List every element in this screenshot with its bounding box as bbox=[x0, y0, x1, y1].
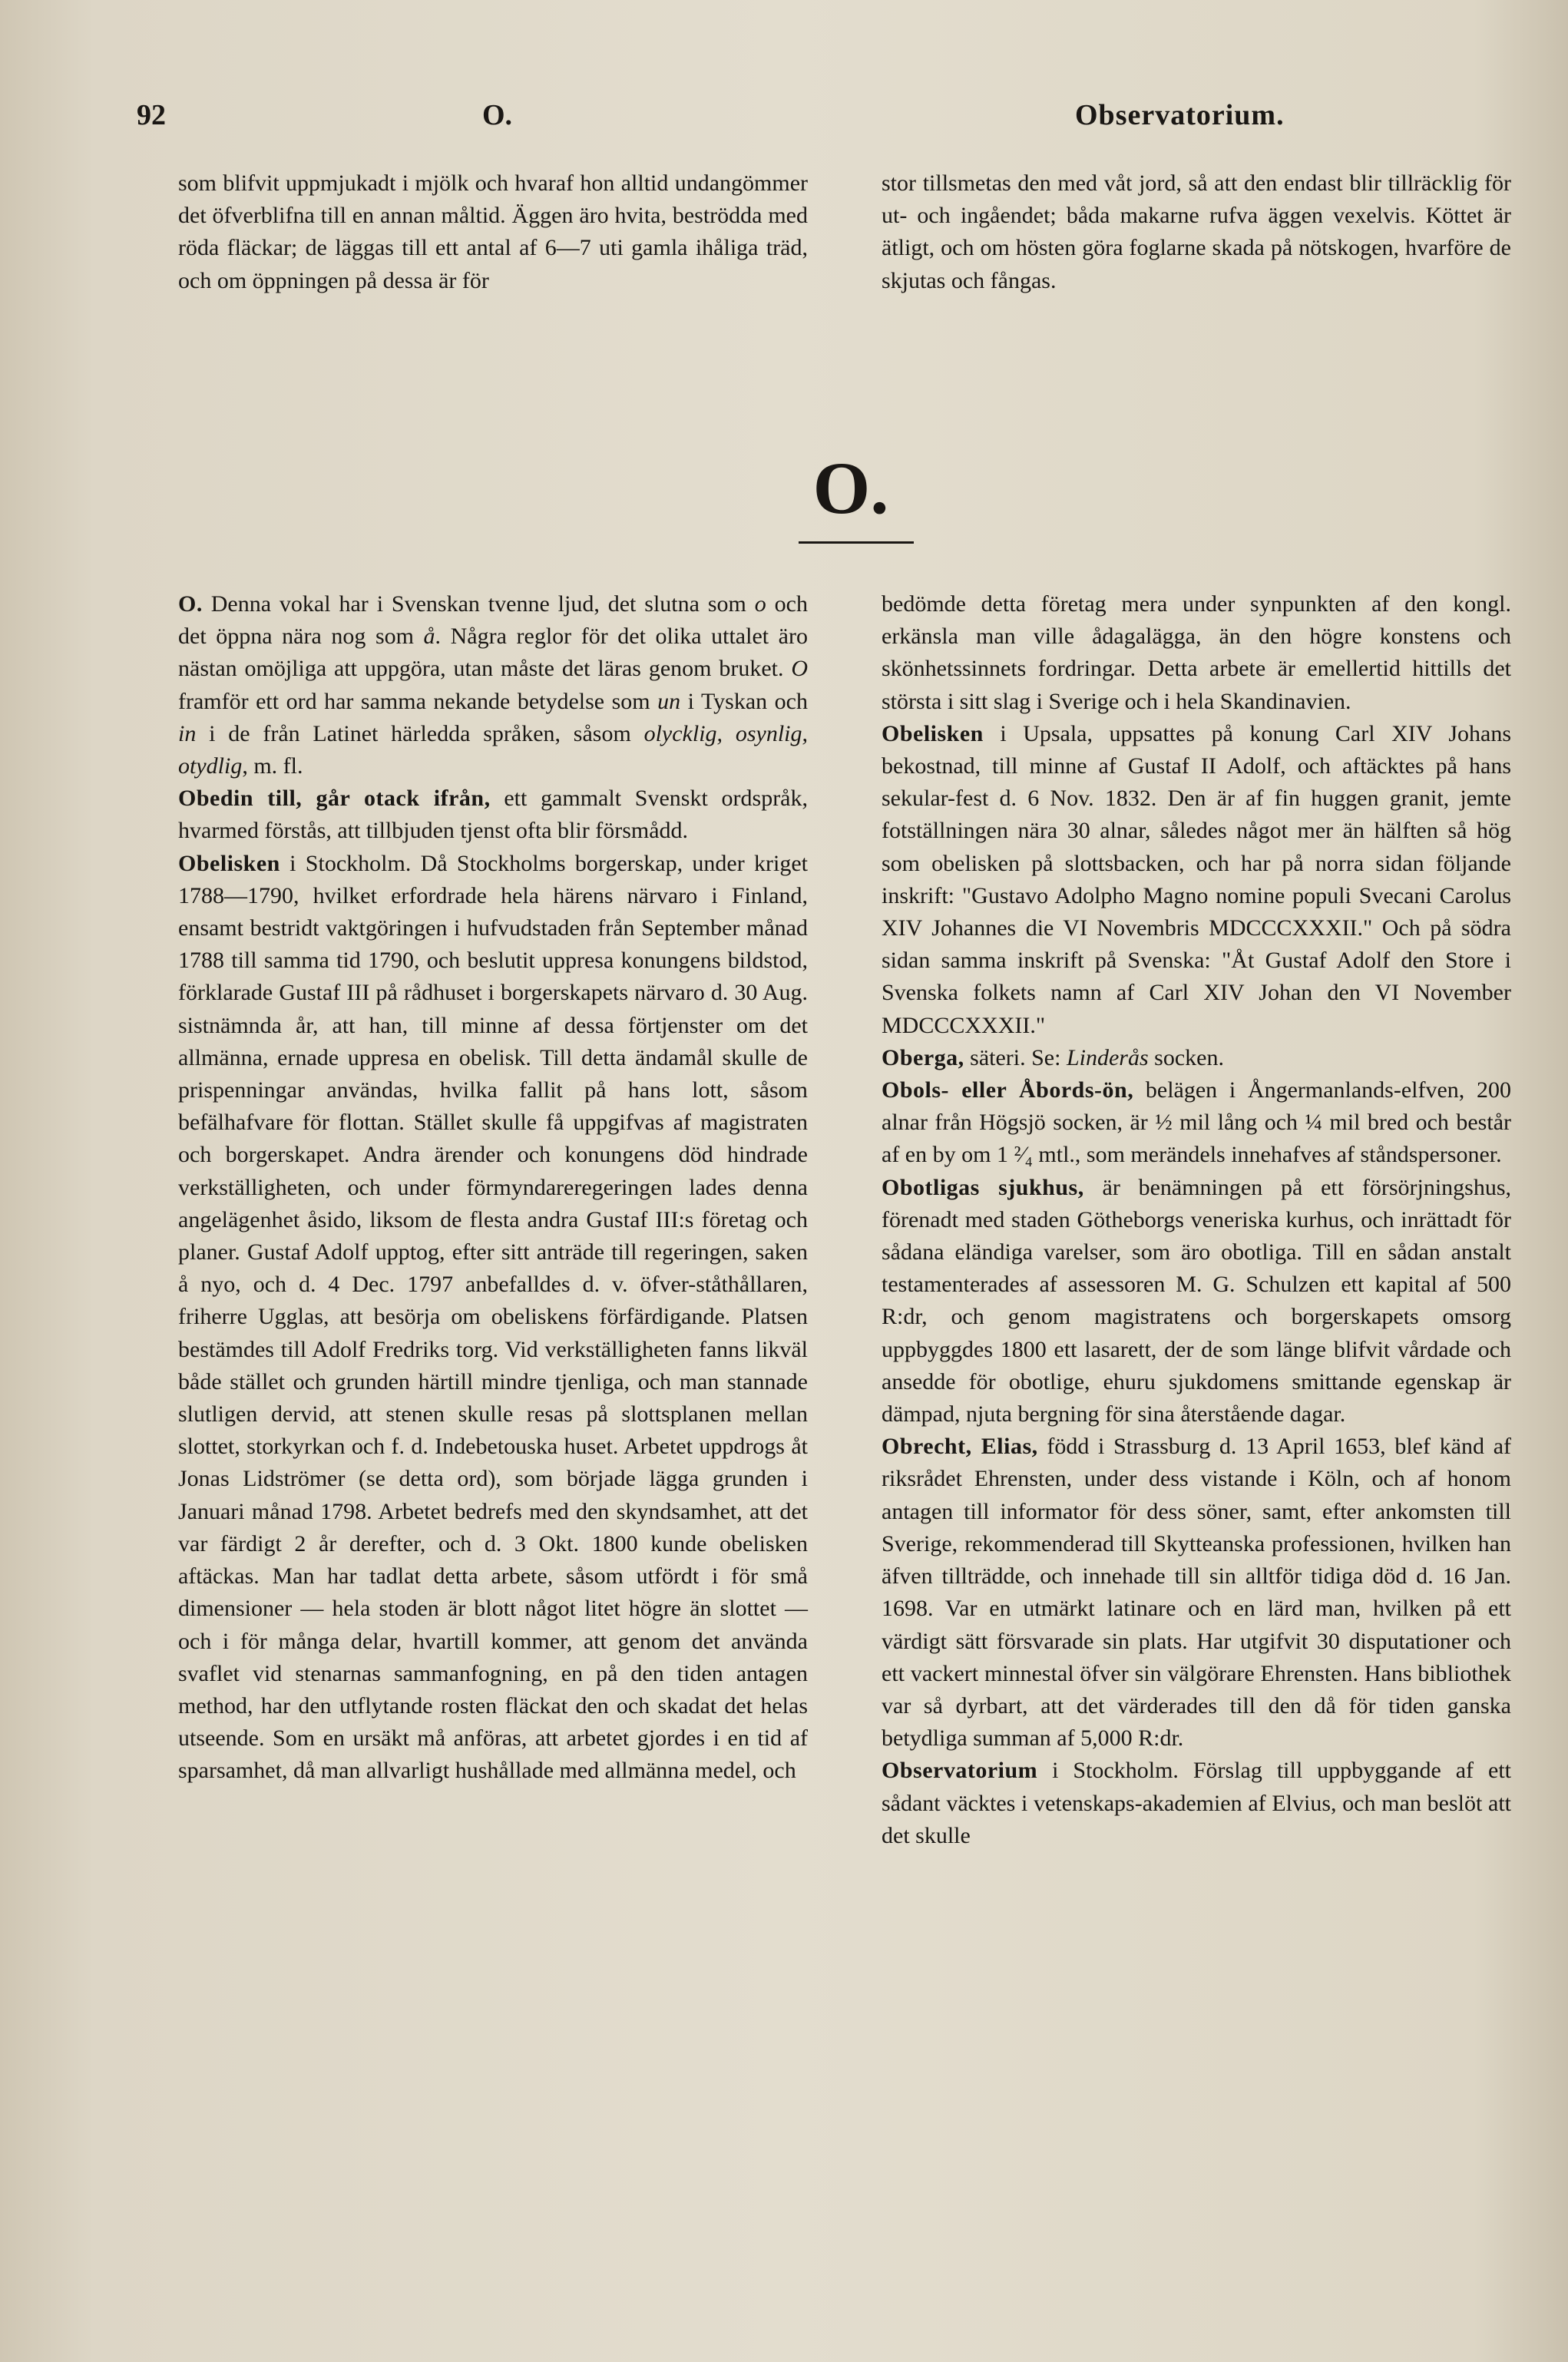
running-title: Observatorium. bbox=[1075, 99, 1285, 131]
entry-text: socken. bbox=[1148, 1044, 1224, 1070]
entry-text: och det öppna nära nog som bbox=[178, 591, 808, 650]
dictionary-entry bbox=[882, 718, 1511, 1042]
entry-headword: Obelisken bbox=[178, 850, 280, 876]
entry-text: i Upsala, uppsattes på konung Carl XIV Johans bekostnad, till minne af Gustaf II Adolf, och aftäcktes på hans sekular-fest d. 6 Nov. 1832. Den är af fin huggen granit, jemte fotställningen nära 30 alnar, således något mer än hälften så hög som obelisken på slottsbacken, och har på norra sidan följande inskrift: "Gustavo Adolpho Magno nomine populi Svecani Carolus XIV Johannes die VI Novembris MDCCCXXXII." Och på södra sidan samma inskrift på Svenska: "Åt Gustaf Adolf den Store i Svenska folkets namn af Carl XIV Johan den VI November MDCCCXXXII." bbox=[882, 720, 1511, 1038]
right-column bbox=[882, 588, 1511, 1852]
dictionary-entry bbox=[882, 1074, 1511, 1172]
entry-text: i de från Latinet härledda språken, såsom bbox=[196, 720, 644, 746]
left-column bbox=[178, 588, 808, 1788]
italic-text: o bbox=[754, 591, 766, 617]
dictionary-entry bbox=[178, 848, 808, 1788]
dictionary-entry bbox=[882, 1431, 1511, 1755]
paragraph: stor tillsmetas den med våt jord, så att den endast blir tillräcklig för ut- och ingåendet; båda makarne rufva äggen vexelvis. Köttet är ätligt, och om hösten göra foglarne skada på nötskogen, hvarföre de skjutas och fångas. bbox=[882, 170, 1511, 293]
entry-text: är benämningen på ett försörjningshus, förenadt med staden Götheborgs veneriska kurhus, och inrättadt för sådana eländiga varelser, som äro obotliga. Till en sådan anstalt testamenterades af assessoren M. G. Schulzen ett kapital af 500 R:dr, och genom magistratens och borgerskapets omsorg uppbyggdes 1800 ett lasarett, der de som länge blifvit vårdade och ansedde för obotlige, ehuru sjukdomens smittande egenskap är dämpad, njuta bergning för sina återstående dagar. bbox=[882, 1174, 1511, 1427]
top-left-continuation bbox=[178, 167, 808, 297]
italic-text: un bbox=[657, 688, 681, 714]
entry-headword: Observatorium bbox=[882, 1758, 1038, 1784]
dictionary-entry bbox=[882, 1172, 1511, 1431]
top-right-continuation bbox=[882, 167, 1511, 297]
entry-headword: Obols- eller Åbords-ön, bbox=[882, 1077, 1134, 1103]
entry-text: i Stockholm. Då Stockholms borgerskap, under kriget 1788—1790, hvilket erfordrade hela härens närvaro i Finland, ensamt bestridt vaktgöringen i hufvudstaden från September månad 1788 till samma tid 1790, och beslutit uppresa konungens bildstod, förklarade Gustaf III på rådhuset i borgerskapets närvaro d. 30 Aug. sistnämnda år, att han, till minne af dessa förtjenster om det allmänna, ernade uppresa en obelisk. Till detta ändamål skulle de prispenningar användas, hvilka fallit på hans lott, såsom befälhafvare för flottan. Stället skulle få uppgifvas af magistraten och borgerskapet. Andra ärender och konungens död hindrade verkställigheten, och under förmyndareregeringen lades denna angelägenhet åsido, liksom de flesta andra Gustaf III:s företag och planer. Gustaf Adolf upptog, efter sitt anträde till regeringen, saken å nyo, och d. 4 Dec. 1797 anbefalldes d. v. öfver-ståthållaren, friherre Ugglas, att besörja om obeliskens förfärdigande. Platsen bestämdes till Adolf Fredriks torg. Vid verkställigheten fanns likväl både stället och grunden härtill mindre tjenliga, och man stannade slutligen dervid, att stenen skulle resas på slottsplanen mellan slottet, storkyrkan och f. d. Indebetouska huset. Arbetet uppdrogs åt Jonas Lidströmer (se detta ord), som började lägga grunden i Januari månad 1798. Arbetet bedrefs med den skyndsamhet, att det var färdigt 2 år derefter, och d. 3 Okt. 1800 kunde obelisken aftäckas. Man har tadlat detta arbete, såsom utfördt i för små dimensioner — hela stoden är blott något litet högre än slottet — och i för många delar, hvartill kommer, att genom det använda svaflet vid stenarnas sammanfogning, en på den tiden antagen method, har den utflytande rosten fläckat den och skadat det helas utseende. Som en ursäkt må anföras, att arbetet gjordes i en tid af sparsamhet, då man allvarligt hushållade med allmänna medel, och bbox=[178, 850, 808, 1784]
italic-text: in bbox=[178, 720, 197, 746]
italic-text: Linderås bbox=[1066, 1044, 1149, 1070]
entry-headword: Obedin till, går otack ifrån, bbox=[178, 786, 491, 812]
entry-headword: Obrecht, Elias, bbox=[882, 1434, 1038, 1460]
entry-text: belägen i Ångermanlands-elfven, 200 alnar från Högsjö socken, är ½ mil lång och ¼ mil bred och består af en by om 1 ²⁄₄ mtl., som merändels innehafves af ståndspersoner. bbox=[882, 1077, 1512, 1168]
entry-text: Denna vokal har i Svenskan tvenne ljud, det slutna som bbox=[202, 591, 755, 617]
entry-text: , m. fl. bbox=[242, 753, 303, 779]
dictionary-entry bbox=[882, 588, 1511, 718]
entry-headword: Obelisken bbox=[882, 720, 984, 746]
dictionary-entry bbox=[178, 782, 808, 847]
entry-text: bedömde detta företag mera under synpunkten af den kongl. erkänsla man ville ådagalägga, än den högre konstens och skönhetssinnets fordringar. Detta arbete är emellertid hittills det största i sitt slag i Sverige och i hela Skandinavien. bbox=[882, 591, 1511, 714]
entry-text: framför ett ord har samma nekande betydelse som bbox=[178, 688, 658, 714]
running-header bbox=[0, 98, 1568, 137]
entry-headword: Obotligas sjukhus, bbox=[882, 1174, 1084, 1200]
header-letter: O. bbox=[482, 99, 513, 131]
dictionary-entry bbox=[882, 1755, 1511, 1852]
paragraph: som blifvit uppmjukadt i mjölk och hvaraf hon alltid undangömmer det öfverblifna till en annan måltid. Äggen äro hvita, beströdda med röda fläckar; de läggas till ett antal af 6—7 uti gamla ihåliga träd, och om öppningen på dessa är för bbox=[178, 170, 808, 293]
page-number: 92 bbox=[137, 99, 166, 131]
italic-text: O bbox=[791, 656, 808, 682]
entry-headword: O. bbox=[178, 591, 203, 617]
entry-text: i Tyskan och bbox=[680, 688, 808, 714]
entry-text: säteri. Se: bbox=[964, 1044, 1067, 1070]
entry-text: i Stockholm. Förslag till uppbyggande af ett sådant väcktes i vetenskaps-akademien af Elvius, och man beslöt att det skulle bbox=[882, 1758, 1511, 1848]
italic-text: olycklig, osynlig, otydlig bbox=[178, 720, 808, 779]
entry-text: ett gammalt Svenskt ordspråk, hvarmed förstås, att tillbjuden tjenst ofta blir försmådd. bbox=[178, 786, 808, 844]
section-divider bbox=[799, 541, 914, 544]
italic-text: å bbox=[423, 624, 435, 650]
entry-headword: Oberga, bbox=[882, 1044, 964, 1070]
entry-text: född i Strassburg d. 13 April 1653, blef känd af riksrådet Ehrensten, under dess vistande i Köln, och af honom antagen till informator för dess söner, samt, efter ankomsten till Sverige, rekommenderad till Skytteanska professionen, hvilken han äfven tillträdde, och innehade till sin alltför tidiga död d. 16 Jan. 1698. Var en utmärkt latinare och en lärd man, hvilken på ett värdigt sätt försvarade sin plats. Har utgifvit 30 disputationer och ett vackert minnestal öfver sin välgörare Ehrensten. Hans bibliothek var så dyrbart, att det värderades till den då för tiden ganska betydliga summan af 5,000 R:dr. bbox=[882, 1434, 1511, 1752]
entry-text: . Några reglor för det olika uttalet äro nästan omöjliga att uppgöra, utan måste det läras genom bruket. bbox=[178, 624, 808, 682]
section-letter: O. bbox=[812, 447, 889, 529]
dictionary-entry bbox=[178, 588, 808, 782]
dictionary-entry bbox=[882, 1042, 1511, 1074]
